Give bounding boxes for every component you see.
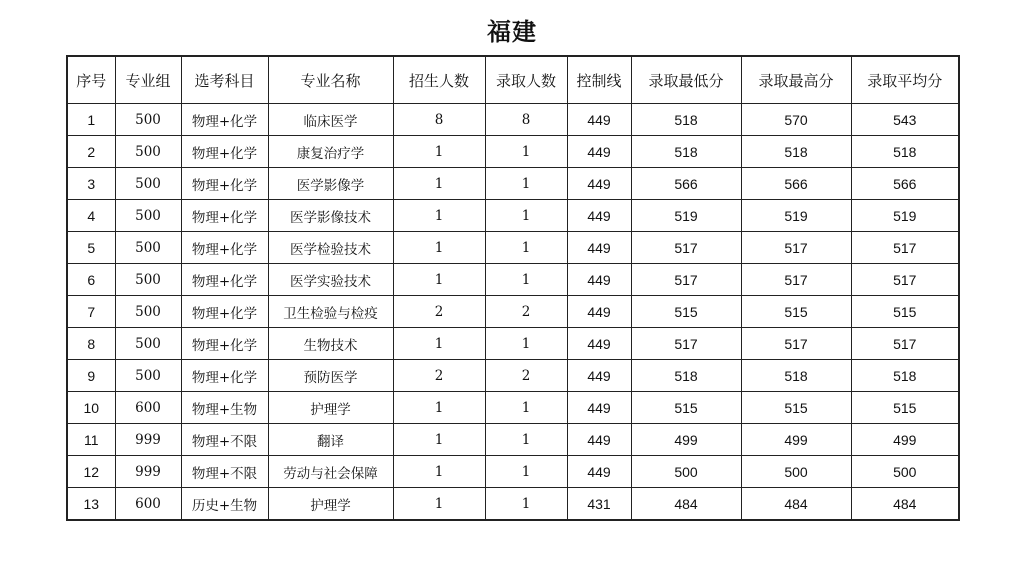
cell-major-name: 劳动与社会保障 [268,456,393,488]
cell-admitted-count: 1 [485,456,567,488]
cell-subjects: 物理+化学 [181,232,268,264]
cell-admitted-count: 2 [485,296,567,328]
cell-major-name: 医学影像技术 [268,200,393,232]
cell-index: 6 [67,264,115,296]
cell-subjects: 物理+化学 [181,264,268,296]
cell-control-line: 449 [567,392,631,424]
cell-min-score: 517 [631,328,741,360]
cell-avg-score: 566 [851,168,959,200]
cell-avg-score: 499 [851,424,959,456]
cell-major-name: 护理学 [268,392,393,424]
cell-major-name: 卫生检验与检疫 [268,296,393,328]
cell-enrollment-plan: 1 [393,264,485,296]
cell-max-score: 518 [741,136,851,168]
cell-enrollment-plan: 1 [393,488,485,521]
cell-max-score: 515 [741,296,851,328]
cell-min-score: 518 [631,136,741,168]
cell-max-score: 570 [741,104,851,136]
cell-min-score: 515 [631,392,741,424]
table-row [67,424,959,456]
admission-table [66,55,960,521]
cell-min-score: 500 [631,456,741,488]
cell-avg-score: 518 [851,136,959,168]
cell-subjects: 物理+不限 [181,424,268,456]
cell-major-group: 999 [115,424,181,456]
cell-major-group: 500 [115,232,181,264]
cell-admitted-count: 1 [485,168,567,200]
cell-min-score: 519 [631,200,741,232]
cell-max-score: 566 [741,168,851,200]
page-title: 福建 [487,17,537,46]
cell-major-group: 500 [115,264,181,296]
cell-max-score: 499 [741,424,851,456]
cell-max-score: 517 [741,232,851,264]
header-admitted-count: 录取人数 [485,56,567,104]
table-row [67,136,959,168]
cell-major-group: 600 [115,392,181,424]
cell-admitted-count: 1 [485,328,567,360]
cell-min-score: 517 [631,264,741,296]
header-major-name: 专业名称 [268,56,393,104]
cell-enrollment-plan: 2 [393,360,485,392]
header-max-score: 录取最高分 [741,56,851,104]
cell-major-name: 预防医学 [268,360,393,392]
cell-control-line: 449 [567,168,631,200]
cell-avg-score: 500 [851,456,959,488]
cell-major-name: 护理学 [268,488,393,521]
cell-avg-score: 517 [851,264,959,296]
header-major-group: 专业组 [115,56,181,104]
cell-max-score: 518 [741,360,851,392]
cell-index: 12 [67,456,115,488]
cell-admitted-count: 1 [485,136,567,168]
cell-avg-score: 543 [851,104,959,136]
cell-avg-score: 517 [851,328,959,360]
cell-enrollment-plan: 1 [393,200,485,232]
table-row [67,264,959,296]
header-index: 序号 [67,56,115,104]
cell-index: 9 [67,360,115,392]
table-header-row [67,56,959,104]
cell-control-line: 431 [567,488,631,521]
cell-control-line: 449 [567,424,631,456]
cell-subjects: 物理+化学 [181,104,268,136]
cell-enrollment-plan: 1 [393,136,485,168]
cell-major-name: 医学影像学 [268,168,393,200]
cell-avg-score: 484 [851,488,959,521]
cell-enrollment-plan: 1 [393,232,485,264]
cell-enrollment-plan: 1 [393,456,485,488]
cell-subjects: 物理+化学 [181,328,268,360]
cell-subjects: 物理+化学 [181,296,268,328]
cell-index: 11 [67,424,115,456]
cell-max-score: 500 [741,456,851,488]
table-row [67,328,959,360]
cell-subjects: 物理+不限 [181,456,268,488]
cell-control-line: 449 [567,360,631,392]
table-row [67,392,959,424]
cell-avg-score: 519 [851,200,959,232]
cell-avg-score: 518 [851,360,959,392]
cell-major-group: 500 [115,104,181,136]
header-subjects: 选考科目 [181,56,268,104]
cell-control-line: 449 [567,456,631,488]
table-row [67,296,959,328]
cell-avg-score: 515 [851,296,959,328]
cell-major-group: 500 [115,360,181,392]
cell-index: 13 [67,488,115,521]
cell-index: 3 [67,168,115,200]
cell-major-name: 医学实验技术 [268,264,393,296]
cell-major-name: 生物技术 [268,328,393,360]
cell-subjects: 物理+生物 [181,392,268,424]
cell-index: 7 [67,296,115,328]
cell-max-score: 515 [741,392,851,424]
cell-control-line: 449 [567,200,631,232]
cell-control-line: 449 [567,264,631,296]
cell-subjects: 物理+化学 [181,168,268,200]
cell-admitted-count: 1 [485,392,567,424]
table-row [67,168,959,200]
cell-major-group: 600 [115,488,181,521]
cell-subjects: 物理+化学 [181,360,268,392]
table-row [67,232,959,264]
cell-subjects: 历史+生物 [181,488,268,521]
cell-min-score: 517 [631,232,741,264]
cell-major-group: 500 [115,200,181,232]
cell-avg-score: 515 [851,392,959,424]
cell-control-line: 449 [567,328,631,360]
table-row [67,200,959,232]
cell-major-group: 500 [115,136,181,168]
cell-min-score: 518 [631,104,741,136]
cell-subjects: 物理+化学 [181,136,268,168]
cell-subjects: 物理+化学 [181,200,268,232]
header-control-line: 控制线 [567,56,631,104]
cell-index: 2 [67,136,115,168]
table-row [67,488,959,521]
cell-enrollment-plan: 1 [393,168,485,200]
cell-min-score: 499 [631,424,741,456]
header-avg-score: 录取平均分 [851,56,959,104]
cell-major-group: 500 [115,168,181,200]
table-row [67,104,959,136]
cell-max-score: 484 [741,488,851,521]
cell-major-name: 临床医学 [268,104,393,136]
cell-max-score: 517 [741,328,851,360]
cell-enrollment-plan: 8 [393,104,485,136]
cell-admitted-count: 2 [485,360,567,392]
cell-control-line: 449 [567,136,631,168]
cell-admitted-count: 8 [485,104,567,136]
cell-index: 4 [67,200,115,232]
header-min-score: 录取最低分 [631,56,741,104]
cell-index: 1 [67,104,115,136]
cell-major-group: 500 [115,296,181,328]
cell-min-score: 484 [631,488,741,521]
table-row [67,456,959,488]
cell-enrollment-plan: 1 [393,424,485,456]
cell-avg-score: 517 [851,232,959,264]
cell-index: 10 [67,392,115,424]
cell-admitted-count: 1 [485,264,567,296]
cell-index: 5 [67,232,115,264]
cell-control-line: 449 [567,296,631,328]
cell-admitted-count: 1 [485,424,567,456]
cell-min-score: 566 [631,168,741,200]
cell-enrollment-plan: 1 [393,328,485,360]
cell-enrollment-plan: 1 [393,392,485,424]
header-enrollment-plan: 招生人数 [393,56,485,104]
cell-admitted-count: 1 [485,488,567,521]
cell-enrollment-plan: 2 [393,296,485,328]
cell-max-score: 517 [741,264,851,296]
cell-min-score: 518 [631,360,741,392]
cell-major-name: 翻译 [268,424,393,456]
cell-major-name: 医学检验技术 [268,232,393,264]
cell-major-name: 康复治疗学 [268,136,393,168]
cell-control-line: 449 [567,104,631,136]
cell-control-line: 449 [567,232,631,264]
cell-major-group: 500 [115,328,181,360]
cell-major-group: 999 [115,456,181,488]
cell-min-score: 515 [631,296,741,328]
cell-admitted-count: 1 [485,232,567,264]
cell-max-score: 519 [741,200,851,232]
cell-index: 8 [67,328,115,360]
table-row [67,360,959,392]
cell-admitted-count: 1 [485,200,567,232]
